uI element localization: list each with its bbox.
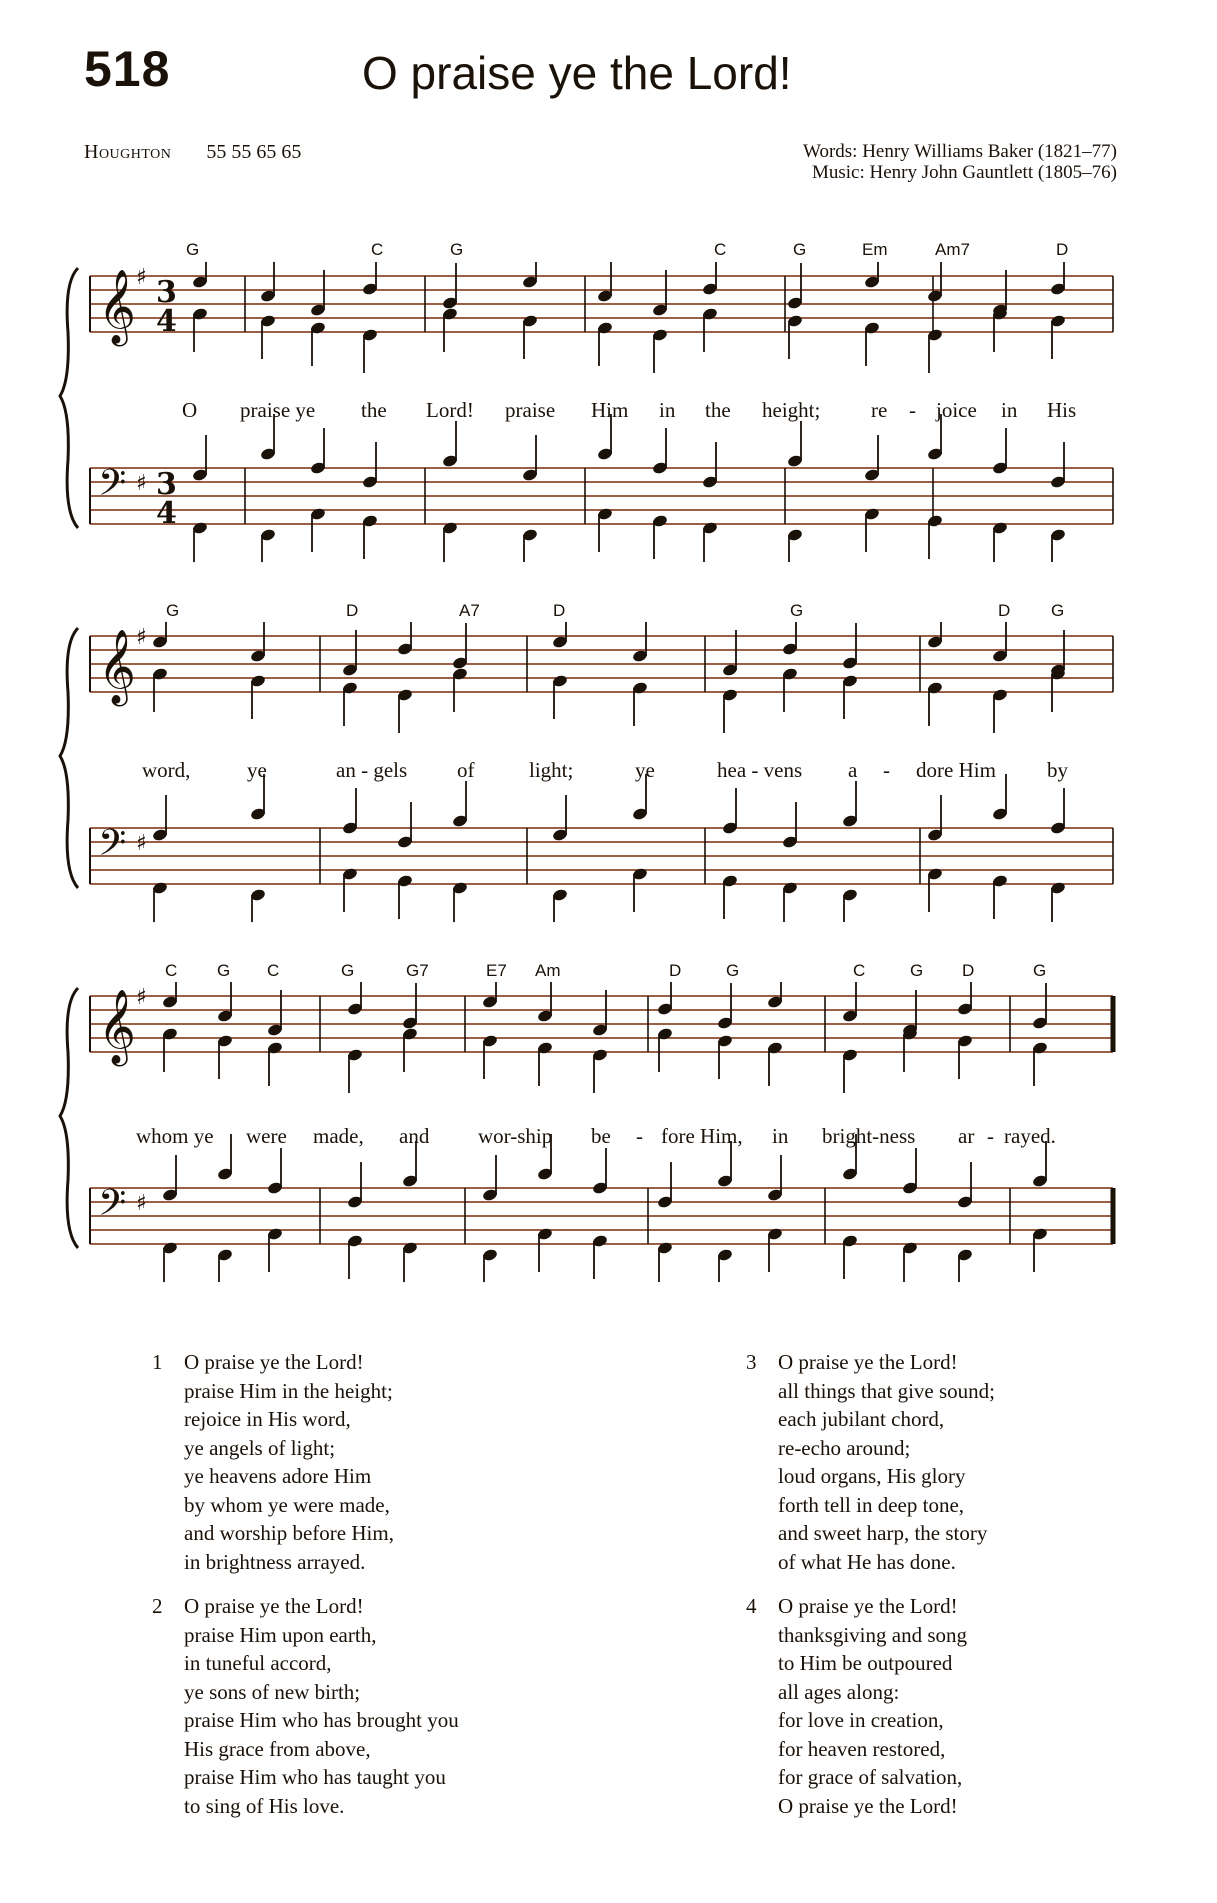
verse-line: O praise ye the Lord! — [184, 1350, 364, 1374]
lyric-syllable: praise ye — [240, 398, 316, 422]
lyric-syllable: be — [591, 1124, 611, 1148]
verse-line: O praise ye the Lord! — [778, 1594, 958, 1618]
lyric-syllable: in — [772, 1124, 789, 1148]
lyric-syllable: in — [1001, 398, 1018, 422]
words-credit: Words: Henry Williams Baker (1821–77) — [803, 141, 1117, 162]
verse-line: in tuneful accord, — [184, 1651, 332, 1675]
verse-line: loud organs, His glory — [778, 1464, 966, 1488]
verse-2 — [152, 1592, 459, 1820]
chord-symbol: A7 — [459, 601, 480, 620]
chord-symbol: D — [669, 961, 682, 980]
lyric-syllable: an - gels — [336, 758, 408, 782]
treble-clef-icon: 𝄞 — [98, 990, 136, 1064]
sharp-key-signature-icon: ♯ — [136, 471, 147, 496]
chord-symbol: G — [166, 601, 180, 620]
lyric-syllable: ye — [247, 758, 267, 782]
verse-4 — [746, 1592, 995, 1820]
chord-symbol: G — [910, 961, 924, 980]
lyric-syllable: light; — [529, 758, 574, 782]
verse-line: O praise ye the Lord! — [778, 1793, 958, 1818]
chord-symbol: G — [1033, 961, 1047, 980]
treble-clef-icon: 𝄞 — [98, 270, 136, 344]
verse-number: 1 — [152, 1350, 163, 1374]
verse-line: by whom ye were made, — [184, 1492, 390, 1517]
bass-clef-icon: 𝄢 — [98, 1182, 127, 1233]
lyric-syllable: His — [1047, 398, 1077, 422]
chord-symbol: G — [1051, 601, 1065, 620]
credits — [803, 141, 1117, 183]
lyric-syllable: Lord! — [426, 398, 474, 422]
verse-1 — [152, 1348, 459, 1576]
lyric-syllable: - — [883, 758, 890, 782]
chord-symbol: C — [714, 240, 727, 259]
chord-symbol: D — [553, 601, 566, 620]
verse-line: praise Him in the height; — [184, 1378, 393, 1403]
tune-meter: 55 55 65 65 — [206, 141, 302, 163]
lyric-syllable: dore Him — [916, 758, 996, 782]
verse-3 — [746, 1348, 995, 1576]
verse-line: each jubilant chord, — [778, 1407, 945, 1431]
lyric-syllable: Him — [591, 398, 629, 422]
lyrics-system-1 — [0, 398, 1217, 428]
chord-symbol: G — [790, 601, 804, 620]
bass-clef-icon: 𝄢 — [98, 462, 127, 513]
lyric-syllable: bright-ness — [822, 1124, 916, 1148]
sharp-key-signature-icon: ♯ — [136, 985, 147, 1010]
verse-line: all things that give sound; — [778, 1378, 995, 1403]
chord-symbol: Em — [862, 240, 888, 259]
lyric-syllable: O — [182, 398, 198, 422]
chord-symbol: C — [853, 961, 866, 980]
hymn-number: 518 — [84, 41, 171, 97]
verse-line: in brightness arrayed. — [184, 1549, 366, 1574]
lyric-syllable: word, — [142, 758, 191, 782]
verse-line: praise Him who has brought you — [184, 1708, 459, 1732]
lyric-syllable: joice — [936, 398, 977, 422]
chord-symbol: C — [371, 240, 384, 259]
chord-symbol: Am7 — [935, 240, 970, 259]
sharp-key-signature-icon: ♯ — [136, 625, 147, 650]
chord-symbol: D — [962, 961, 975, 980]
time-signature-icon: 3 — [156, 467, 177, 502]
verse-line: O praise ye the Lord! — [184, 1594, 364, 1618]
lyric-syllable: - — [909, 398, 916, 422]
verse-line: ye sons of new birth; — [184, 1679, 361, 1704]
lyrics-system-2 — [0, 758, 1217, 788]
tune-info — [84, 141, 301, 164]
lyric-syllable: - — [636, 1124, 643, 1148]
lyric-syllable: fore Him, — [661, 1124, 743, 1148]
verse-line: to Him be outpoured — [778, 1651, 953, 1675]
lyric-syllable: wor-ship — [478, 1124, 553, 1148]
lyric-syllable: a — [848, 758, 858, 782]
lyric-syllable: hea - vens — [717, 758, 803, 782]
verses-left-column — [152, 1348, 459, 1832]
verse-line: ye heavens adore Him — [184, 1464, 372, 1488]
lyric-syllable: height; — [762, 398, 821, 422]
verse-line: forth tell in deep tone, — [778, 1492, 965, 1517]
lyric-syllable: the — [361, 398, 387, 422]
lyric-syllable: the — [705, 398, 731, 422]
verse-line: of what He has done. — [778, 1549, 956, 1574]
lyric-syllable: - — [987, 1124, 994, 1148]
verse-line: and worship before Him, — [184, 1521, 394, 1545]
verse-line: for heaven restored, — [778, 1736, 946, 1761]
lyric-syllable: by — [1047, 758, 1068, 782]
chord-symbol: G7 — [406, 961, 429, 980]
verses-right-column — [746, 1348, 995, 1832]
chord-symbols-system-1 — [0, 240, 1217, 264]
chord-symbol: D — [1056, 240, 1069, 259]
verse-line: His grace from above, — [184, 1736, 371, 1761]
lyric-syllable: praise — [505, 398, 556, 422]
chord-symbol: C — [267, 961, 280, 980]
lyric-syllable: rayed. — [1004, 1124, 1056, 1148]
chord-symbol: G — [341, 961, 355, 980]
lyric-syllable: and — [399, 1124, 430, 1148]
tune-name: Houghton — [84, 141, 172, 163]
verse-line: for love in creation, — [778, 1708, 944, 1732]
sharp-key-signature-icon: ♯ — [136, 1191, 147, 1216]
lyric-syllable: in — [659, 398, 676, 422]
hymn-title: O praise ye the Lord! — [362, 47, 792, 99]
time-signature-icon: 4 — [156, 496, 177, 531]
verse-number: 4 — [746, 1594, 757, 1618]
lyrics-system-3 — [0, 1124, 1217, 1154]
lyric-syllable: of — [457, 758, 475, 782]
verse-line: to sing of His love. — [184, 1793, 345, 1818]
lyric-syllable: ar — [958, 1124, 975, 1148]
music-credit: Music: Henry John Gauntlett (1805–76) — [811, 162, 1117, 183]
verse-line: for grace of salvation, — [778, 1765, 963, 1789]
sharp-key-signature-icon: ♯ — [136, 831, 147, 856]
verse-line: thanksgiving and song — [778, 1622, 967, 1647]
chord-symbol: Am — [535, 961, 561, 980]
chord-symbol: D — [346, 601, 359, 620]
bass-clef-icon: 𝄢 — [98, 822, 127, 873]
lyric-syllable: ye — [635, 758, 655, 782]
verse-line: ye angels of light; — [184, 1435, 336, 1460]
verse-line: and sweet harp, the story — [778, 1521, 988, 1545]
chord-symbol: C — [165, 961, 178, 980]
chord-symbol: G — [793, 240, 807, 259]
verse-line: all ages along: — [778, 1679, 900, 1704]
chord-symbol: D — [998, 601, 1011, 620]
lyric-syllable: made, — [313, 1124, 364, 1148]
chord-symbol: E7 — [486, 961, 507, 980]
chord-symbol: G — [450, 240, 464, 259]
lyric-syllable: whom ye — [136, 1124, 214, 1148]
treble-clef-icon: 𝄞 — [98, 630, 136, 704]
chord-symbol: G — [186, 240, 200, 259]
time-signature-icon: 3 — [156, 275, 177, 310]
lyric-syllable: were — [246, 1124, 287, 1148]
chord-symbol: G — [217, 961, 231, 980]
verse-line: praise Him upon earth, — [184, 1622, 377, 1647]
brace — [60, 988, 78, 1248]
verse-line: praise Him who has taught you — [184, 1765, 446, 1789]
verse-line: rejoice in His word, — [184, 1407, 351, 1431]
lyric-syllable: re — [871, 398, 888, 422]
time-signature-icon: 4 — [156, 304, 177, 339]
chord-symbol: G — [726, 961, 740, 980]
sharp-key-signature-icon: ♯ — [136, 265, 147, 290]
verse-number: 3 — [746, 1350, 757, 1374]
verse-number: 2 — [152, 1594, 163, 1618]
verse-line: O praise ye the Lord! — [778, 1350, 958, 1374]
verse-line: re-echo around; — [778, 1435, 911, 1460]
